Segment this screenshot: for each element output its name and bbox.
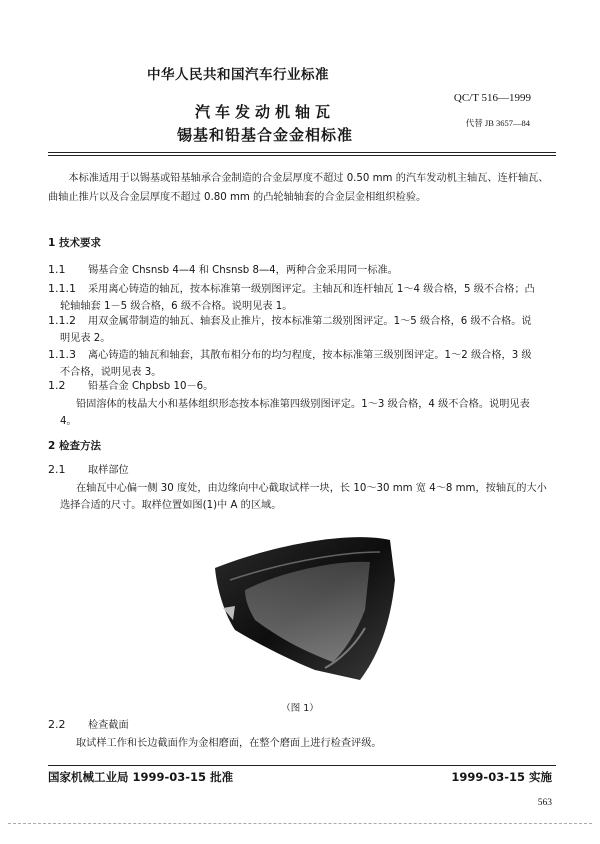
section-1-heading: 1 技术要求 [48,237,101,249]
item-1-2-paragraph: 铅固溶体的枝晶大小和基体组织形态按本标准第四级别图评定。1～3 级合格，4 级不合格。说明见表 4。 [60,399,530,427]
bearing-shell-figure [205,520,400,685]
header-rule-bottom [48,155,556,156]
item-2-1: 2.1 取样部位 [48,463,129,476]
item-1-1-1: 1.1.1 采用离心铸造的轴瓦，按本标准第一级别图评定。主轴瓦和连杆轴瓦 1～4 级合格，5 级不合格；凸 轮轴轴套 1－5 级合格，6 级不合格。说明见表 1。 [48,282,535,312]
header-rule-top [48,152,556,153]
document-title-line2: 锡基和铅基合金金相标准 [176,126,353,144]
item-1-1: 1.1 锡基合金 Chsnsb 4—4 和 Chsnsb 8—4，两种合金采用同一标准。 [48,263,398,276]
figure-caption: （图 1） [281,703,319,714]
item-2-1-paragraph: 在轴瓦中心偏一侧 30 度处，由边缘向中心截取试样一块，长 10～30 mm 宽 4～8 mm，按轴瓦的大小 选择合适的尺寸。取样位置如图(1)中 A 的区域。 [60,483,547,511]
standard-number: QC/T 516—1999 [453,92,531,104]
approval-note: 国家机械工业局 1999-03-15 批准 [48,770,234,784]
page-edge-dashed-line [8,823,592,824]
page-number: 563 [537,798,552,808]
item-2-2-paragraph: 取试样工作和长边截面作为金相磨面，在整个磨面上进行检查评级。 [76,738,382,749]
footer-rule [48,765,556,766]
document-title-line1: 汽车发动机轴瓦 [194,103,335,121]
item-2-2: 2.2 检查截面 [48,718,129,731]
item-1-1-3: 1.1.3 离心铸造的轴瓦和轴套，其散布相分布的均匀程度，按本标准第三级别图评定。1～2 级合格，3 级 不合格，说明见表 3。 [48,348,532,378]
item-1-2: 1.2 铅基合金 Chpbsb 10－6。 [48,379,214,392]
section-2-heading: 2 检查方法 [48,440,101,452]
item-1-1-2: 1.1.2 用双金属带制造的轴瓦、轴套及止推片，按本标准第二级别图评定。1～5 级合格，6 级不合格。说 明见表 2。 [48,314,532,344]
replaces-note: 代替 JB 3657—84 [465,118,530,128]
implementation-date: 1999-03-15 实施 [451,770,552,784]
intro-paragraph: 本标准适用于以锡基或铅基轴承合金制造的合金层厚度不超过 0.50 mm 的汽车发动机主轴瓦、连杆轴瓦、曲轴止推片以及合金层厚度不超过 0.80 mm 的凸轮轴轴套的合金层金相组织检验。 [48,173,549,203]
org-title: 中华人民共和国汽车行业标准 [147,67,329,83]
